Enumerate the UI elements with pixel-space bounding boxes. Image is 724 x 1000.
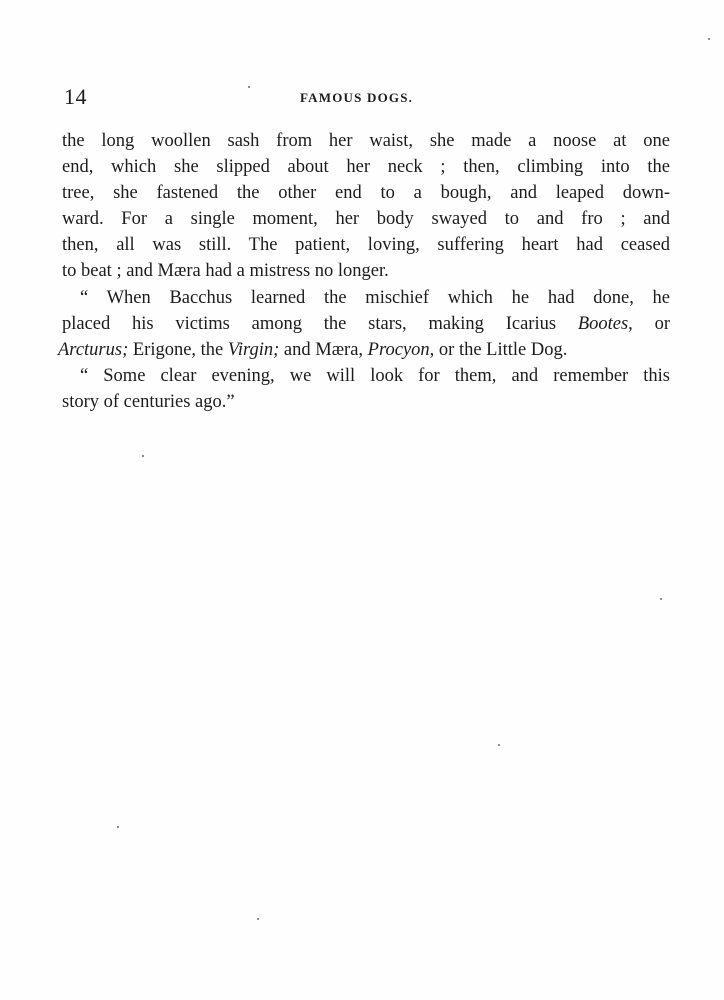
- text-line: ward. For a single moment, her body swayed to and fro ; and: [62, 209, 670, 230]
- paper-speck: [498, 744, 500, 746]
- constellation-virgin: Virgin;: [227, 339, 280, 360]
- paper-speck: [117, 826, 119, 828]
- text-run: , or the Little Dog.: [429, 339, 568, 360]
- paragraph-1: [62, 128, 670, 285]
- text-run: , or: [628, 313, 670, 334]
- paragraph-3: [62, 363, 670, 415]
- paper-speck: [708, 38, 710, 40]
- text-line: [58, 337, 670, 363]
- paper-speck: [660, 598, 662, 600]
- page-number: 14: [64, 84, 87, 109]
- text-run: placed his victims among the stars, making Icarius: [62, 313, 578, 334]
- paper-speck: [248, 86, 250, 88]
- text-line: tree, she fastened the other end to a bough, and leaped down-: [62, 183, 670, 204]
- text-line: then, all was still. The patient, loving, suffering heart had ceased: [62, 235, 670, 256]
- text-line: to beat ; and Mæra had a mistress no longer.: [62, 261, 389, 282]
- star-name-bootes: Bootes: [577, 313, 629, 334]
- text-line: story of centuries ago.”: [62, 391, 235, 412]
- body-text: [58, 128, 670, 415]
- text-run: Erigone, the: [128, 339, 228, 360]
- paper-speck: [257, 918, 259, 920]
- text-line: [62, 311, 670, 337]
- running-title: FAMOUS DOGS.: [300, 90, 414, 105]
- text-run: and Mæra,: [279, 339, 368, 360]
- text-line: “ Some clear evening, we will look for them, and remember this: [80, 365, 670, 386]
- star-name-arcturus: Arcturus;: [58, 339, 129, 360]
- text-line: the long woollen sash from her waist, she made a noose at one: [62, 131, 670, 151]
- star-name-procyon: Procyon: [367, 339, 430, 360]
- paper-speck: [142, 455, 144, 457]
- paragraph-2: [58, 285, 670, 363]
- text-line: end, which she slipped about her neck ; then, climbing into the: [62, 157, 670, 178]
- text-line: “ When Bacchus learned the mischief which he had done, he: [80, 287, 670, 308]
- running-head: [64, 84, 670, 108]
